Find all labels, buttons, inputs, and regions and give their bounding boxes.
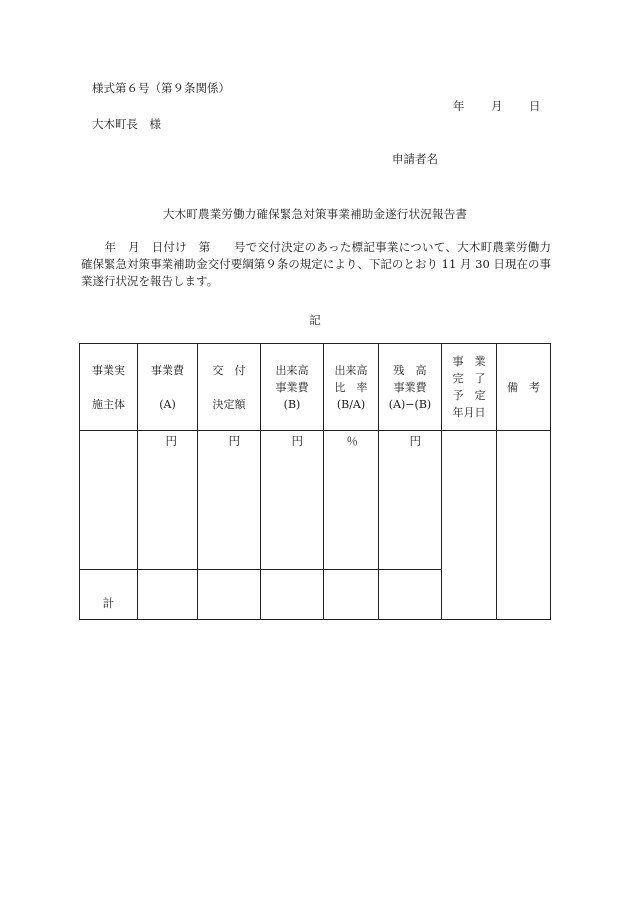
unit-project-cost: 円 bbox=[138, 431, 198, 570]
date-month-label: 月 bbox=[491, 99, 503, 113]
total-grant-amount bbox=[198, 570, 261, 620]
total-achieved-cost bbox=[261, 570, 324, 620]
header-achieved-ratio: 出来高 比 率 (B/A) bbox=[324, 344, 379, 431]
date-year-label: 年 bbox=[453, 99, 465, 113]
unit-achieved-cost: 円 bbox=[261, 431, 324, 570]
cell-completion-date bbox=[442, 431, 497, 620]
total-project-cost bbox=[138, 570, 198, 620]
body-text: 年 月 日付け 第 号で交付決定のあった標記事業について、大木町農業労働力確保緊急対策事業補助金交付要綱第９条の規定により、下記のとおり 11 月 30 日現在の事業遂行状況を報告します。 bbox=[81, 240, 551, 288]
document-title: 大木町農業労働力確保緊急対策事業補助金遂行状況報告書 bbox=[162, 207, 468, 221]
addressee: 大木町長 様 bbox=[92, 117, 161, 131]
total-remaining-cost bbox=[379, 570, 442, 620]
cell-remarks bbox=[497, 431, 551, 620]
header-achieved-cost: 出来高 事業費 (B) bbox=[261, 344, 324, 431]
total-achieved-ratio bbox=[324, 570, 379, 620]
cell-implementer bbox=[80, 431, 138, 570]
header-grant-amount: 交 付 決定額 bbox=[198, 344, 261, 431]
table-row bbox=[80, 431, 551, 570]
header-remarks: 備 考 bbox=[497, 344, 551, 431]
header-remaining-cost: 残 高 事業費 (A)−(B) bbox=[379, 344, 442, 431]
table-header-row bbox=[80, 344, 551, 431]
applicant-label: 申請者名 bbox=[392, 152, 438, 166]
header-project-cost: 事業費 (A) bbox=[138, 344, 198, 431]
unit-achieved-ratio: ％ bbox=[324, 431, 379, 570]
date-day-label: 日 bbox=[529, 99, 541, 113]
status-report-table bbox=[79, 343, 551, 620]
ki-heading: 記 bbox=[309, 313, 321, 327]
date-line bbox=[453, 98, 541, 114]
form-number: 様式第６号（第９条関係） bbox=[92, 81, 230, 95]
unit-remaining-cost: 円 bbox=[379, 431, 442, 570]
total-label: 計 bbox=[80, 570, 138, 620]
header-completion-date: 事 業 完 了 予 定 年月日 bbox=[442, 344, 497, 431]
unit-grant-amount: 円 bbox=[198, 431, 261, 570]
header-implementer: 事業実 施主体 bbox=[80, 344, 138, 431]
